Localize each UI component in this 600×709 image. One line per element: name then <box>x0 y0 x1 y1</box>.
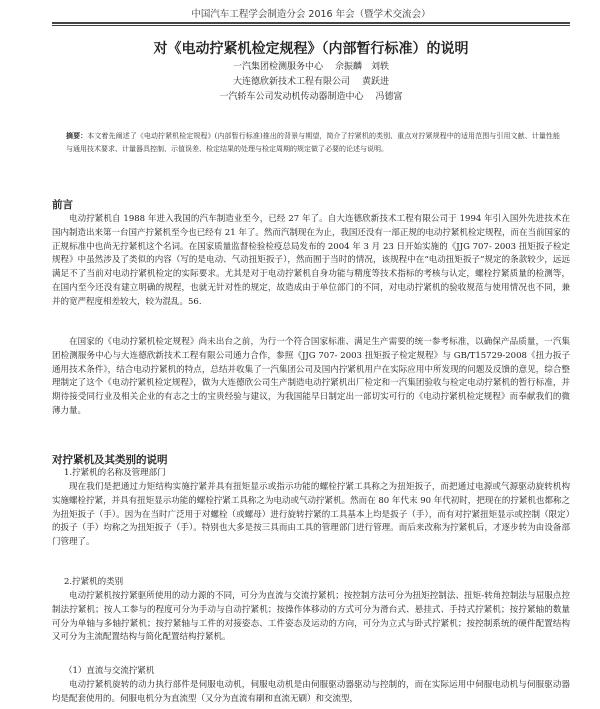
abstract-text: 本文着先阐述了《电动拧紧机检定规程》(内部暂行标准)推出的背景与期望，简介了拧紧机的类别、重点对拧紧规程中的适用范围与引用文献、计量性能与通用技术要求、计量器具控制、示值误差、检定结果的处理与检定周期的规定做了必要的论述与说明。 <box>66 132 561 153</box>
paragraph-text: 现在我们是把通过力矩结构实施拧紧并具有扭矩显示或指示功能的螺栓拧紧工具称之为扭矩扳子，而把通过电源或气源驱动旋转机构实施螺栓拧紧，并具有扭矩显示功能的螺栓拧紧工具称之为电动或气动拧紧机。然而在 80 年代末 90 年代初时，把现在的拧紧机也都称之为扭矩扳子（手）。因为在当时广泛用于对螺栓（或螺母）进行旋转拧紧的工具基本上均是扳子（手），而有对拧紧扭矩显示或控制（限定）的扳子（手）均称之为扭矩扳子（手）。特别也大多是按三具而由工具的管理部门进行管理。而后来改称为拧紧机后，才逐步转为由设备部门管理了。 <box>52 482 570 548</box>
intro-paragraph-2 <box>52 336 570 419</box>
author-line <box>52 75 570 90</box>
section-heading-types: 对拧紧机及其类别的说明 <box>52 454 168 466</box>
paragraph-text: 电动拧紧机旋转的动力执行部件是伺服电动机，伺服电动机是由伺服驱动器驱动与控制的，而在实际运用中伺服电动机与伺服驱动器均是配套使用的。伺服电机分为直流型（又分为直流有刷和直流无刷）和交流型， <box>52 680 570 704</box>
author-affiliation: 一汽集团检测服务中心 <box>232 62 323 72</box>
abstract <box>66 129 560 156</box>
intro-paragraph-1 <box>52 213 570 310</box>
author-names: 黄跃进 <box>362 77 390 87</box>
section-heading-intro: 前言 <box>52 199 73 211</box>
header-rule-thick <box>52 22 570 24</box>
subheading-3: （1）直流与交流拧紧机 <box>64 666 155 676</box>
subheading-1: 1.拧紧机的名称及管理部门 <box>64 468 166 478</box>
header-rule-thin <box>52 25 570 26</box>
paper-title: 对《电动拧紧机检定规程》（内部暂行标准）的说明 <box>153 41 469 57</box>
paragraph-text: 在国家的《电动拧紧机检定规程》尚未出台之前，为行一个符合国家标准、满足生产需要的统一参考标准，以确保产品质量，一汽集团检测服务中心与大连德欣新技术工程有限公司通力合作，参照《JJG 707- 2003 扭矩扳子检定规程》与 GB/T15729-2008《扭力扳子通用技术条件》，结合电动拧紧机的特点，总结并收集了一汽集团公司及国内拧紧机用户在实际应用中所发现的问题及反馈的意见，综合整理制定了这个《电动拧紧机检定规程》，做为大连德欣公司生产制造电动拧紧机出厂检定和一汽集团验收与检定电动拧紧机的暂行标准，并期待接受同行业及相关企业的有志之士的宝贵经验与建议，为我国能早日制定出一部切实可行的《电动拧紧机检定规程》而奉献我们的微薄力量。 <box>52 337 570 416</box>
paragraph-text: 电动拧紧机按拧紧驱所使用的动力源的不同，可分为直流与交流拧紧机；按控制方法可分为扭矩控制法、扭矩-转角控制法与屈服点控制法拧紧机；按人工参与的程度可分为手动与自动拧紧机；按操作体移动的方式可分为滑台式、悬挂式、手持式拧紧机；按拧紧轴的数量可分为单轴与多轴拧紧机；按拧紧轴与工件的对接姿态、工件姿态及运动的方向，可分为立式与卧式拧紧机；按控制系统的硬件配置结构又可分为主流配置结构与简化配置结构拧紧机。 <box>52 591 570 643</box>
types-paragraph-2 <box>52 590 570 645</box>
author-affiliation: 一汽轿车公司发动机传动器制造中心 <box>219 92 364 102</box>
types-paragraph-3 <box>52 679 570 707</box>
paragraph-text: 电动拧紧机自 1988 年进入我国的汽车制造业至今，已经 27 年了。自大连德欣新技术工程有限公司于 1994 年引入国外先进技术在国内制造出来第一台国产拧紧机至今也已经有 21 年了。然而汽制现在为止，我国还没有一部正规的电动拧紧机检定规程，而在当前国家的正规标准中也尚无拧紧机这个名词。在国家质量监督检验检疫总局发布的 2004 年 3 月 23 日开始实施的《JJG 707- 2003 扭矩扳子检定规程》中虽然涉及了类似的内容（写的是电动、气动扭矩扳子），然而囿于当时的情况，该规程中在“电动扭矩扳子”规定的条款较少，远远满足不了当前对电动拧紧机检定的实际要求。尤其是对于电动拧紧机自身功能与精度等技术指标的考核与认定，螺栓拧紧质量的检测等，在国内至今还没有建立明确的规程，也就无针对性的规定，故造成由于单位部门的不同，对电动拧紧机的验收规范与使用情况也不同，兼并的宽严程度相差较大，较为混乱。56. <box>52 214 570 307</box>
author-block <box>52 60 570 105</box>
author-line <box>52 90 570 105</box>
author-affiliation: 大连德欣新技术工程有限公司 <box>232 77 350 87</box>
author-names: 佘振麟 刘轶 <box>335 62 390 72</box>
subheading-2: 2.拧紧机的类别 <box>64 577 124 587</box>
author-line <box>52 60 570 75</box>
abstract-label: 摘要： <box>66 131 88 140</box>
types-paragraph-1 <box>52 481 570 550</box>
running-header: 中国汽车工程学会制造分会 2016 年会（暨学术交流会） <box>191 9 431 20</box>
author-names: 冯德富 <box>375 92 403 102</box>
